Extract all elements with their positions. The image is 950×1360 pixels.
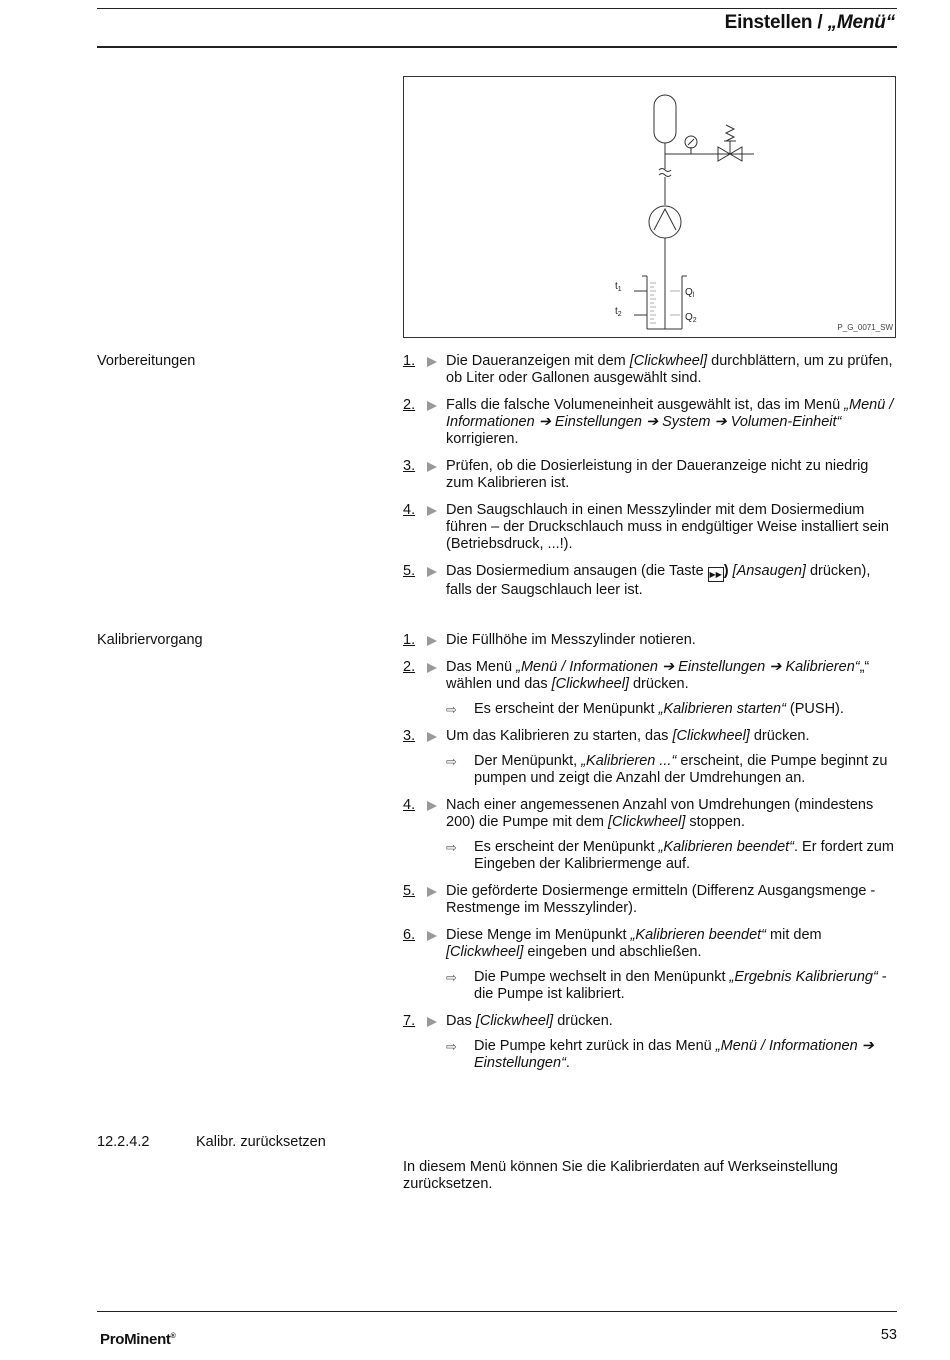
kalibriervorgang-steps: [403, 632, 898, 1082]
step-arrow-icon: [427, 801, 437, 811]
step-number: 6.: [403, 927, 416, 943]
label-t1: $t_1$: [615, 281, 622, 293]
step-arrow-icon: [427, 663, 437, 673]
step-6: 6. Diese Menge im Menüpunkt „Kalibrieren beendet“ mit dem [Clickwheel] eingeben und abschließen.: [403, 927, 822, 960]
step-number: 1.: [403, 632, 416, 648]
label-t2: $t_2$: [615, 306, 622, 318]
diagram-svg: [404, 77, 897, 339]
footer-rule: [97, 1311, 897, 1312]
step-number: 5.: [403, 883, 416, 899]
step-3: 3. Um das Kalibrieren zu starten, das [Clickwheel] drücken.: [403, 728, 810, 744]
subsection-title: Kalibr. zurücksetzen: [196, 1134, 326, 1150]
step-arrow-icon: [427, 887, 437, 897]
step-3: 3. Prüfen, ob die Dosierleistung in der Daueranzeige nicht zu niedrig zum Kalibrieren ist.: [403, 458, 869, 491]
step-arrow-icon: [427, 567, 437, 577]
result-arrow-icon: ⇨: [446, 1039, 457, 1054]
step-arrow-icon: [427, 506, 437, 516]
vorbereitungen-steps: [403, 353, 898, 609]
prominent-logo: ProMinent®: [100, 1331, 176, 1348]
step-arrow-icon: [427, 357, 437, 367]
result-arrow-icon: ⇨: [446, 754, 457, 769]
section-label-vorbereitungen: Vorbereitungen: [97, 353, 196, 369]
step-4: 4. Nach einer angemessenen Anzahl von Umdrehungen (mindestens 200) die Pumpe mit dem [Clickwheel] stoppen.: [403, 797, 874, 830]
result-arrow-icon: ⇨: [446, 840, 457, 855]
subsection-number: 12.2.4.2: [97, 1134, 150, 1150]
result-arrow-icon: ⇨: [446, 970, 457, 985]
calibration-diagram: [403, 76, 896, 338]
page-number: 53: [880, 1327, 897, 1343]
step-5: 5. Das Dosiermedium ansaugen (die Taste ▶▶ ) [Ansaugen] drücken), falls der Saugschlauch leer ist.: [403, 563, 871, 598]
step-number: 2.: [403, 659, 416, 675]
step-4-result: ⇨ Es erscheint der Menüpunkt „Kalibrieren beendet“. Er fordert zum Eingeben der Kalibriermenge auf.: [446, 839, 894, 872]
step-number: 3.: [403, 458, 416, 474]
step-4: 4. Den Saugschlauch in einen Messzylinder mit dem Dosiermedium führen – der Druckschlauch muss in endgültiger Weise installiert sein (Betriebsdruck, ...!).: [403, 502, 890, 552]
subsection-text: In diesem Menü können Sie die Kalibrierdaten auf Werkseinstellung zurücksetzen.: [403, 1159, 838, 1192]
step-5: 5. Die geförderte Dosiermenge ermitteln (Differenz Ausgangsmenge - Restmenge im Messzylinder).: [403, 883, 876, 916]
step-3-result: ⇨ Der Menüpunkt, „Kalibrieren ...“ erscheint, die Pumpe beginnt zu pumpen und zeigt die Anzahl der Umdrehungen an.: [446, 753, 888, 786]
label-q1: $Q_l$: [685, 287, 695, 299]
step-number: 7.: [403, 1013, 416, 1029]
fast-forward-key-icon: ▶▶: [708, 567, 724, 582]
step-number: 1.: [403, 353, 416, 369]
step-arrow-icon: [427, 401, 437, 411]
step-2: 2. Das Menü „Menü / Informationen ➔ Einstellungen ➔ Kalibrieren“„“ wählen und das [Clickwheel] drücken.: [403, 659, 870, 692]
header-top-rule: [97, 8, 897, 9]
label-q2: $Q_2$: [685, 312, 697, 324]
step-arrow-icon: [427, 931, 437, 941]
step-1: 1. Die Daueranzeigen mit dem [Clickwheel] durchblättern, um zu prüfen, ob Liter oder Gallonen ausgewählt sind.: [403, 353, 893, 386]
step-6-result: ⇨ Die Pumpe wechselt in den Menüpunkt „Ergebnis Kalibrierung“ - die Pumpe ist kalibriert.: [446, 969, 887, 1002]
section-label-kalibriervorgang: Kalibriervorgang: [97, 632, 203, 648]
step-number: 4.: [403, 797, 416, 813]
result-arrow-icon: ⇨: [446, 702, 457, 717]
step-arrow-icon: [427, 636, 437, 646]
step-7-result: ⇨ Die Pumpe kehrt zurück in das Menü „Menü / Informationen ➔ Einstellungen“.: [446, 1038, 874, 1071]
step-number: 2.: [403, 397, 416, 413]
step-arrow-icon: [427, 1017, 437, 1027]
step-arrow-icon: [427, 462, 437, 472]
figure-reference: P_G_0071_SW: [837, 323, 893, 332]
step-2-result: ⇨ Es erscheint der Menüpunkt „Kalibrieren starten“ (PUSH).: [446, 701, 844, 717]
step-number: 3.: [403, 728, 416, 744]
step-2: 2. Falls die falsche Volumeneinheit ausgewählt ist, das im Menü „Menü / Informationen ➔ Einstellungen ➔ System ➔ Volumen-Einheit“ korrigieren.: [403, 397, 894, 447]
step-arrow-icon: [427, 732, 437, 742]
damper-vessel: [654, 95, 676, 143]
header-bottom-rule: [97, 46, 897, 48]
step-number: 4.: [403, 502, 416, 518]
pump-icon: [649, 206, 681, 238]
page-title: Einstellen / „Menü“: [724, 12, 895, 33]
step-1: 1. Die Füllhöhe im Messzylinder notieren.: [403, 632, 696, 648]
step-7: 7. Das [Clickwheel] drücken.: [403, 1013, 613, 1029]
step-number: 5.: [403, 563, 416, 579]
